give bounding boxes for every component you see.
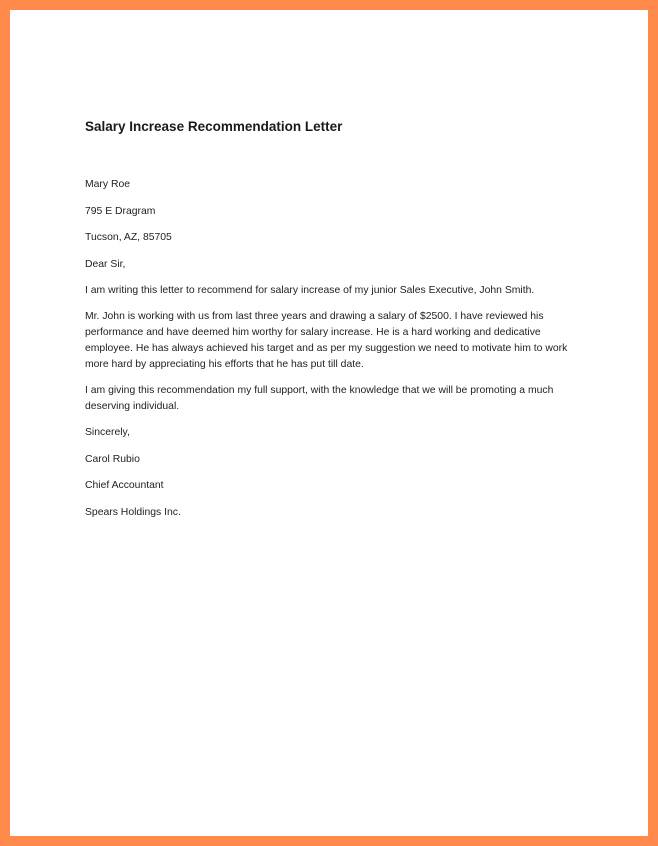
paragraph-line: employee. He has always achieved his target and as per my suggestion we need to motivate him to work: [85, 343, 568, 354]
salutation: Dear Sir,: [85, 258, 126, 270]
letter-title: Salary Increase Recommendation Letter: [85, 119, 343, 134]
signer-title: Chief Accountant: [85, 480, 164, 491]
paragraph-line: more hard by appreciating his efforts that he has put till date.: [85, 359, 364, 370]
paragraph-intro: [85, 283, 585, 299]
letter-body: [85, 118, 585, 531]
paragraph-line: I am writing this letter to recommend for salary increase of my junior Sales Executive, John Smith.: [85, 285, 535, 296]
letter-page: [10, 10, 648, 836]
paragraph-support: [85, 383, 585, 415]
paragraph-line: deserving individual.: [85, 401, 180, 412]
signer-name: Carol Rubio: [85, 453, 140, 465]
sender-name: Mary Roe: [85, 179, 131, 190]
closing: Sincerely,: [85, 427, 130, 438]
sender-city: Tucson, AZ, 85705: [85, 232, 172, 243]
sender-street: 795 E Dragram: [85, 205, 156, 217]
signer-company: Spears Holdings Inc.: [85, 506, 181, 518]
paragraph-line: performance and have deemed him worthy for salary increase. He is a hard working and dedicative: [85, 327, 541, 338]
paragraph-line: I am giving this recommendation my full support, with the knowledge that we will be promoting a much: [85, 385, 554, 396]
paragraph-line: Mr. John is working with us from last three years and drawing a salary of $2500. I have reviewed his: [85, 311, 544, 322]
paragraph-details: [85, 309, 585, 373]
